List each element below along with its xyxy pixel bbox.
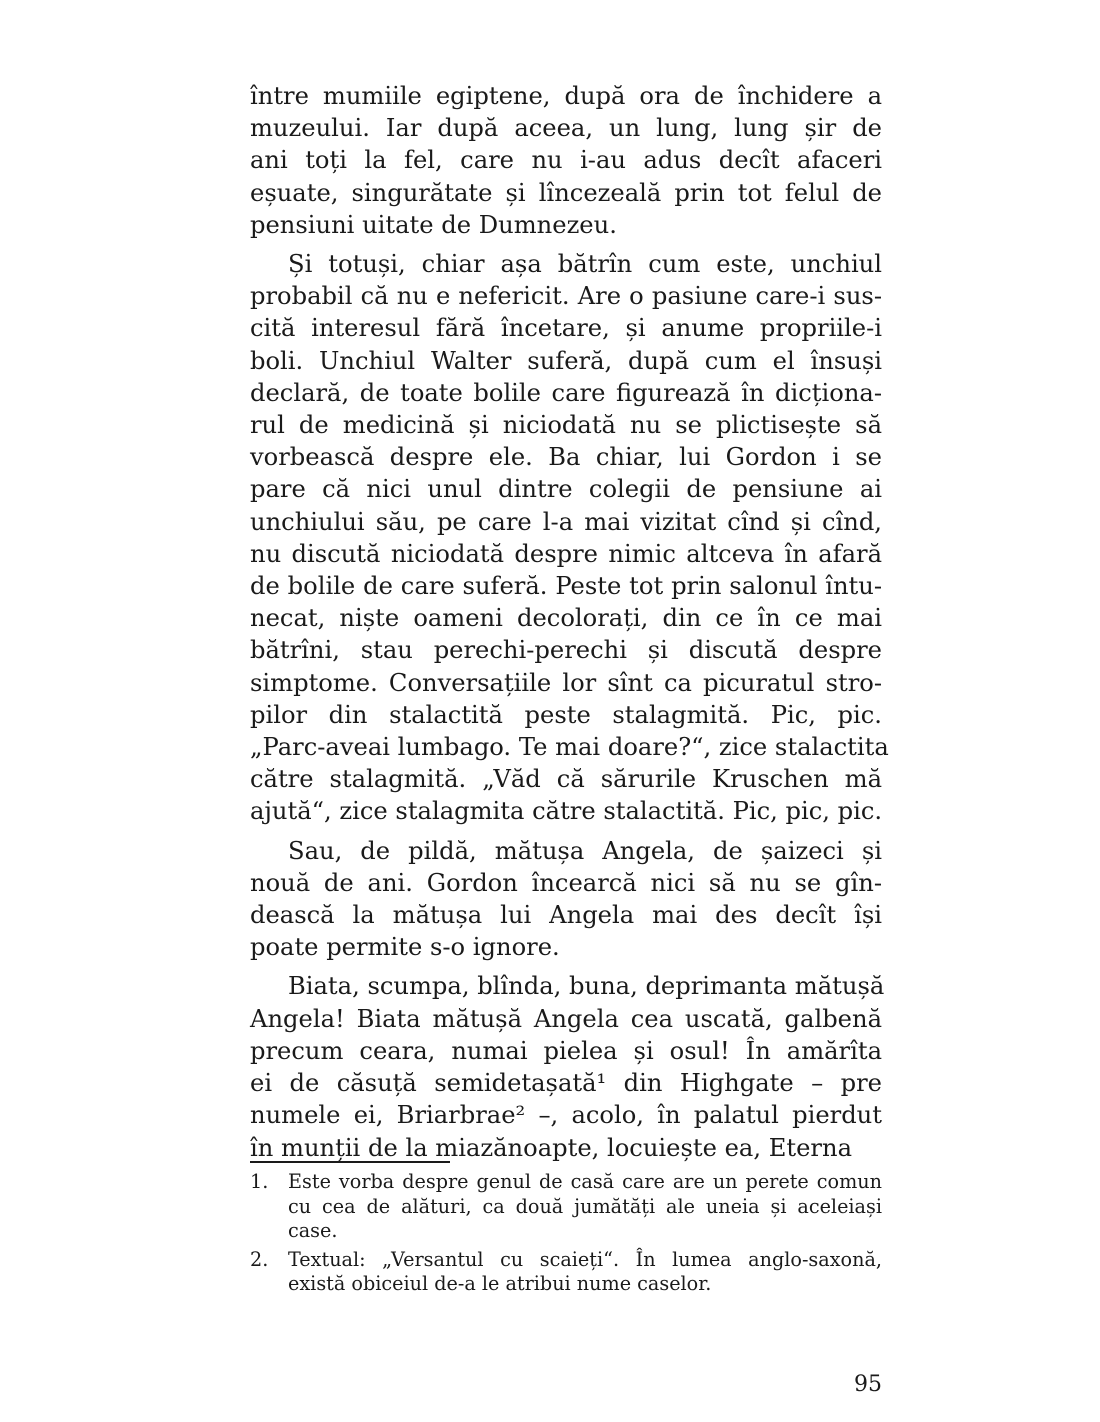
text-line: vorbească despre ele. Ba chiar, lui Gordon i se [250,443,882,472]
footnote-number: 1. [250,1170,269,1193]
text-line: nu discută niciodată despre nimic altceva în afară [250,539,882,568]
text-line: către stalagmită. „Văd că sărurile Kruschen mă [250,765,882,794]
text-line: probabil că nu e nefericit. Are o pasiune care-i sus- [250,282,882,311]
text-line: Angela! Biata mătușă Angela cea uscată, galbenă [250,1004,882,1033]
text-line: pare că nici unul dintre colegii de pensiune ai [250,475,882,504]
text-line: pilor din stalactită peste stalagmită. Pic, pic. [250,700,882,729]
footnote-number: 2. [250,1247,269,1271]
footnote-separator [250,1161,450,1163]
text-line: pensiuni uitate de Dumnezeu. [250,210,617,239]
text-line: declară, de toate bolile care figurează în dicționa- [250,378,882,407]
text-line: de bolile de care suferă. Peste tot prin salonul întu- [250,572,882,601]
text-line: boli. Unchiul Walter suferă, după cum el însuși [250,346,882,375]
paragraph [250,835,882,964]
footnote [250,1170,882,1244]
text-line: unchiului său, pe care l-a mai vizitat cînd și cînd, [250,507,882,536]
footnote-text: Este vorba despre genul de casă care are un perete comun cu cea de alături, ca două jumătăți ale uneia și aceleiași case. [288,1170,882,1243]
text-line: numele ei, Briarbrae² –, acolo, în palatul pierdut [250,1101,882,1130]
body-text [250,80,889,1164]
text-line: cită interesul fără încetare, și anume propriile-i [250,314,882,343]
text-line: ajută“, zice stalagmita către stalactită. Pic, pic, pic. [250,797,883,826]
text-line: eșuate, singurătate și lîncezeală prin tot felul de [250,178,882,207]
text-line: muzeului. Iar după aceea, un lung, lung șir de [250,114,882,143]
text-line: dească la mătușa lui Angela mai des decît își [250,901,882,930]
page-number: 95 [854,1372,882,1397]
text-line: necat, niște oameni decolorați, din ce în ce mai [250,604,882,633]
footnotes [250,1170,882,1301]
text-line: Sau, de pildă, mătușa Angela, de șaizeci și [288,836,882,865]
text-line: bătrîni, stau perechi-perechi și discută despre [250,636,882,665]
text-line: precum ceara, numai pielea și osul! În amărîta [250,1036,882,1065]
paragraph [250,80,882,241]
text-line: nouă de ani. Gordon încearcă nici să nu se gîn- [250,868,882,897]
footnote-text: Textual: „Versantul cu scaieți“. În lumea anglo-saxonă, există obiceiul de-a le atribui nume caselor. [288,1247,882,1296]
text-line: ei de căsuță semidetașată¹ din Highgate – pre [250,1069,882,1098]
text-line: între mumiile egiptene, după ora de închidere a [250,82,882,110]
text-line: ani toți la fel, care nu i-au adus decît afaceri [250,146,882,175]
text-line: Biata, scumpa, blînda, buna, deprimanta mătușă [288,972,885,1001]
text-line: Și totuși, chiar așa bătrîn cum este, unchiul [288,250,882,279]
text-line: în munții de la miazănoapte, locuiește ea, Eterna [250,1133,852,1162]
text-line: poate permite s-o ignore. [250,933,560,962]
text-line: rul de medicină și niciodată nu se plictisește să [250,411,882,440]
paragraph [250,970,885,1163]
text-line: „Parc-aveai lumbago. Te mai doare?“, zice stalactita [250,733,889,762]
paragraph [250,248,889,828]
text-line: simptome. Conversațiile lor sînt ca picuratul stro- [250,668,882,697]
footnote [250,1248,882,1297]
